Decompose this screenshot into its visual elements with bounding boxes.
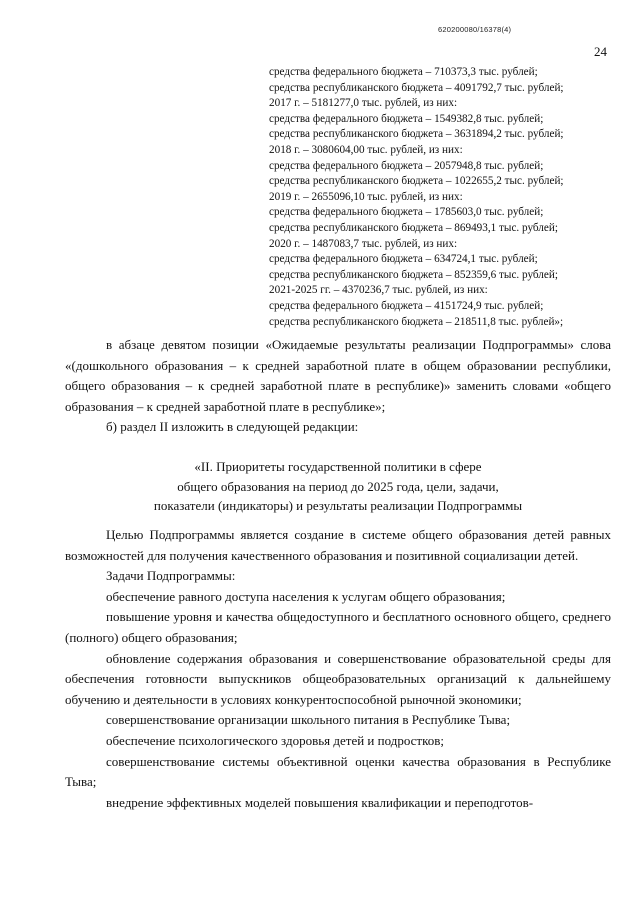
task-item: совершенствование организации школьного питания в Республике Тыва; — [106, 712, 511, 728]
funding-line: 2020 г. – 1487083,7 тыс. рублей, из них: — [269, 237, 458, 250]
funding-line: 2021-2025 гг. – 4370236,7 тыс. рублей, из них: — [269, 284, 488, 297]
heading-line: «II. Приоритеты государственной политики в сфере — [194, 459, 482, 474]
funding-line: средства федерального бюджета – 2057948,8 тыс. рублей; — [269, 159, 544, 172]
funding-line: средства федерального бюджета – 634724,1 тыс. рублей; — [269, 253, 538, 266]
funding-line: 2019 г. – 2655096,10 тыс. рублей, из них: — [269, 190, 463, 203]
funding-line: средства федерального бюджета – 1549382,8 тыс. рублей; — [269, 112, 544, 125]
task-item: повышение уровня и качества общедоступного и бесплатного основного общего, среднего (полного) общего образования; — [65, 609, 611, 645]
section-heading — [65, 457, 611, 516]
task-item: обновление содержания образования и совершенствование образовательной среды для обеспечения готовности выпускников общеобразовательных организаций к дальнейшему обучению и деятельности в условиях конкурентоспособной рыночной экономики; — [65, 650, 611, 707]
funding-line: средства республиканского бюджета – 3631894,2 тыс. рублей; — [269, 128, 564, 141]
subprogram-section — [65, 525, 611, 813]
funding-line: средства федерального бюджета – 1785603,0 тыс. рублей; — [269, 206, 544, 219]
funding-line: средства республиканского бюджета – 1022655,2 тыс. рублей; — [269, 175, 564, 188]
document-id: 620200080/16378(4) — [438, 25, 512, 34]
funding-line: средства республиканского бюджета – 852359,6 тыс. рублей; — [269, 268, 558, 281]
amendment-block — [65, 335, 611, 438]
funding-line: средства республиканского бюджета – 869493,1 тыс. рублей; — [269, 221, 558, 234]
task-item: обеспечение равного доступа населения к услугам общего образования; — [106, 588, 506, 604]
task-item: внедрение эффективных моделей повышения квалификации и переподготов- — [106, 794, 534, 810]
tasks-title: Задачи Подпрограммы: — [106, 568, 236, 584]
funding-line: средства республиканского бюджета – 218511,8 тыс. рублей»; — [269, 315, 564, 328]
funding-line: 2018 г. – 3080604,00 тыс. рублей, из них: — [269, 143, 463, 156]
funding-line: средства федерального бюджета – 710373,3 тыс. рублей; — [269, 66, 538, 78]
heading-line: общего образования на период до 2025 года, цели, задачи, — [177, 478, 499, 494]
page-number: 24 — [594, 44, 607, 59]
paragraph-ninth: в абзаце девятом позиции «Ожидаемые результаты реализации Подпрограммы» слова «(дошкольного образования – к средней заработной плате в общем образовании республики, общего образования – к средней заработной плате в республике)» заменить словами «общего образования – к средней заработной плате в республике»; — [65, 337, 611, 414]
task-item: совершенствование системы объективной оценки качества образования в Республике Тыва; — [65, 753, 611, 790]
goal-paragraph: Целью Подпрограммы является создание в системе общего образования детей равных возможностей для получения качественного образования и позитивной социализации детей. — [65, 527, 611, 563]
funding-line: 2017 г. – 5181277,0 тыс. рублей, из них: — [269, 97, 458, 110]
paragraph-b: б) раздел II изложить в следующей редакции: — [106, 419, 359, 435]
task-item: обеспечение психологического здоровья детей и подростков; — [106, 732, 444, 748]
funding-line: средства республиканского бюджета – 4091792,7 тыс. рублей; — [269, 81, 564, 94]
funding-breakdown — [269, 65, 564, 330]
heading-line: показатели (индикаторы) и результаты реализации Подпрограммы — [153, 498, 523, 513]
funding-line: средства федерального бюджета – 4151724,9 тыс. рублей; — [269, 299, 544, 312]
